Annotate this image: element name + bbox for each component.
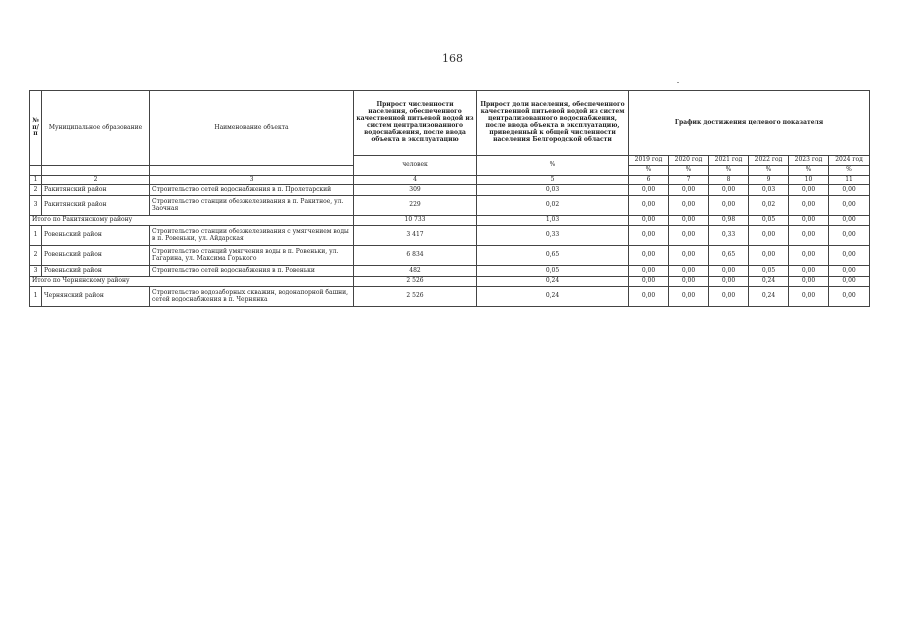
row-2021: 0,65	[709, 246, 749, 266]
row-2024: 0,00	[829, 266, 870, 277]
header-num: № п/п	[30, 91, 42, 166]
row-2019: 0,00	[629, 226, 669, 246]
row-2024: 0,00	[829, 287, 870, 307]
row-share: 0,03	[477, 185, 629, 196]
row-object: Строительство станций умягчения воды в п. Ровеньки, ул. Гагарина, ул. Максима Горького	[150, 246, 354, 266]
row-municipality: Ровеньский район	[42, 266, 150, 277]
row-2021: 0,00	[709, 185, 749, 196]
total-2019: 0,00	[629, 216, 669, 226]
row-2020: 0,00	[669, 196, 709, 216]
col-number-8: 8	[709, 176, 749, 185]
row-2019: 0,00	[629, 287, 669, 307]
row-object: Строительство водозаборных скважин, водонапорной башни, сетей водоснабжения в п. Чернянка	[150, 287, 354, 307]
total-row	[30, 216, 870, 226]
row-2022: 0,03	[749, 185, 789, 196]
col-number-9: 9	[749, 176, 789, 185]
row-2019: 0,00	[629, 185, 669, 196]
target-indicator-table	[29, 90, 870, 307]
row-2022: 0,05	[749, 266, 789, 277]
header-municipality: Муниципальное образование	[42, 91, 150, 166]
total-people: 2 526	[354, 277, 477, 287]
col-number-1: 1	[30, 176, 42, 185]
unit-pct-empty-2	[42, 166, 150, 176]
year-unit-2020: %	[669, 166, 709, 176]
year-2023: 2023 год	[789, 156, 829, 166]
year-2019: 2019 год	[629, 156, 669, 166]
row-2023: 0,00	[789, 266, 829, 277]
total-2024: 0,00	[829, 277, 870, 287]
col-number-2: 2	[42, 176, 150, 185]
year-unit-2019: %	[629, 166, 669, 176]
row-2022: 0,00	[749, 246, 789, 266]
row-people: 6 834	[354, 246, 477, 266]
col-number-6: 6	[629, 176, 669, 185]
row-2021: 0,00	[709, 196, 749, 216]
row-people: 2 526	[354, 287, 477, 307]
row-num: 2	[30, 246, 42, 266]
total-people: 10 733	[354, 216, 477, 226]
table-row	[30, 196, 870, 216]
row-object: Строительство сетей водоснабжения в п. Пролетарский	[150, 185, 354, 196]
row-2019: 0,00	[629, 246, 669, 266]
row-share: 0,05	[477, 266, 629, 277]
total-2024: 0,00	[829, 216, 870, 226]
row-2020: 0,00	[669, 185, 709, 196]
total-2023: 0,00	[789, 277, 829, 287]
total-row	[30, 277, 870, 287]
row-num: 1	[30, 226, 42, 246]
year-2024: 2024 год	[829, 156, 870, 166]
row-object: Строительство станции обезжелезивания в п. Ракитное, ул. Заочная	[150, 196, 354, 216]
row-object: Строительство сетей водоснабжения в п. Ровеньки	[150, 266, 354, 277]
year-2022: 2022 год	[749, 156, 789, 166]
row-2022: 0,24	[749, 287, 789, 307]
total-share: 1,03	[477, 216, 629, 226]
year-unit-2024: %	[829, 166, 870, 176]
col-number-7: 7	[669, 176, 709, 185]
row-people: 482	[354, 266, 477, 277]
row-2023: 0,00	[789, 185, 829, 196]
row-num: 3	[30, 196, 42, 216]
total-2022: 0,05	[749, 216, 789, 226]
col-number-11: 11	[829, 176, 870, 185]
row-share: 0,33	[477, 226, 629, 246]
row-share: 0,24	[477, 287, 629, 307]
row-municipality: Ракитянский район	[42, 196, 150, 216]
row-2023: 0,00	[789, 226, 829, 246]
table-row	[30, 226, 870, 246]
row-object: Строительство станции обезжелезивания с умягчением воды в п. Ровеньки, ул. Айдарская	[150, 226, 354, 246]
row-people: 309	[354, 185, 477, 196]
row-2024: 0,00	[829, 196, 870, 216]
year-2020: 2020 год	[669, 156, 709, 166]
header-object: Наименование объекта	[150, 91, 354, 166]
col-number-10: 10	[789, 176, 829, 185]
row-2023: 0,00	[789, 246, 829, 266]
row-2023: 0,00	[789, 287, 829, 307]
total-2023: 0,00	[789, 216, 829, 226]
row-share: 0,02	[477, 196, 629, 216]
total-2020: 0,00	[669, 216, 709, 226]
total-label: Итого по Чернянскому району	[30, 277, 354, 287]
year-unit-2022: %	[749, 166, 789, 176]
table-row	[30, 246, 870, 266]
col-number-5: 5	[477, 176, 629, 185]
total-2020: 0,00	[669, 277, 709, 287]
total-2021: 0,00	[709, 277, 749, 287]
row-municipality: Ракитянский район	[42, 185, 150, 196]
table-row	[30, 185, 870, 196]
row-num: 2	[30, 185, 42, 196]
row-2021: 0,00	[709, 266, 749, 277]
table-row	[30, 287, 870, 307]
header-schedule: График достижения целевого показателя	[629, 91, 870, 156]
row-2020: 0,00	[669, 246, 709, 266]
row-2022: 0,02	[749, 196, 789, 216]
row-2020: 0,00	[669, 287, 709, 307]
row-2019: 0,00	[629, 266, 669, 277]
row-people: 3 417	[354, 226, 477, 246]
row-2020: 0,00	[669, 266, 709, 277]
unit-pct: %	[477, 156, 629, 176]
row-2024: 0,00	[829, 185, 870, 196]
row-2021: 0,00	[709, 287, 749, 307]
row-2023: 0,00	[789, 196, 829, 216]
row-num: 1	[30, 287, 42, 307]
row-municipality: Чернянский район	[42, 287, 150, 307]
row-municipality: Ровеньский район	[42, 226, 150, 246]
unit-people: человек	[354, 156, 477, 176]
header-pop-increase: Прирост численности населения, обеспеченного качественной питьевой водой из систем централизованного водоснабжения, после ввода объекта в эксплуатацию	[354, 91, 477, 156]
row-2022: 0,00	[749, 226, 789, 246]
row-2024: 0,00	[829, 226, 870, 246]
year-unit-2021: %	[709, 166, 749, 176]
row-municipality: Ровеньский район	[42, 246, 150, 266]
total-2019: 0,00	[629, 277, 669, 287]
year-unit-2023: %	[789, 166, 829, 176]
year-2021: 2021 год	[709, 156, 749, 166]
row-num: 3	[30, 266, 42, 277]
total-2022: 0,24	[749, 277, 789, 287]
scan-mark	[677, 82, 679, 83]
total-2021: 0,98	[709, 216, 749, 226]
total-share: 0,24	[477, 277, 629, 287]
total-label: Итого по Ракитянскому району	[30, 216, 354, 226]
row-2021: 0,33	[709, 226, 749, 246]
unit-pct-empty-3	[150, 166, 354, 176]
row-2019: 0,00	[629, 196, 669, 216]
row-2020: 0,00	[669, 226, 709, 246]
col-number-3: 3	[150, 176, 354, 185]
row-2024: 0,00	[829, 246, 870, 266]
row-share: 0,65	[477, 246, 629, 266]
unit-pct-empty-1	[30, 166, 42, 176]
header-share-increase: Прирост доли населения, обеспеченного качественной питьевой водой из систем централизованного водоснабжения, после ввода объекта в эксплуатацию, приведенный к общей численности населения Белгородской области	[477, 91, 629, 156]
col-number-4: 4	[354, 176, 477, 185]
page-number: 168	[442, 52, 463, 65]
row-people: 229	[354, 196, 477, 216]
table-row	[30, 266, 870, 277]
